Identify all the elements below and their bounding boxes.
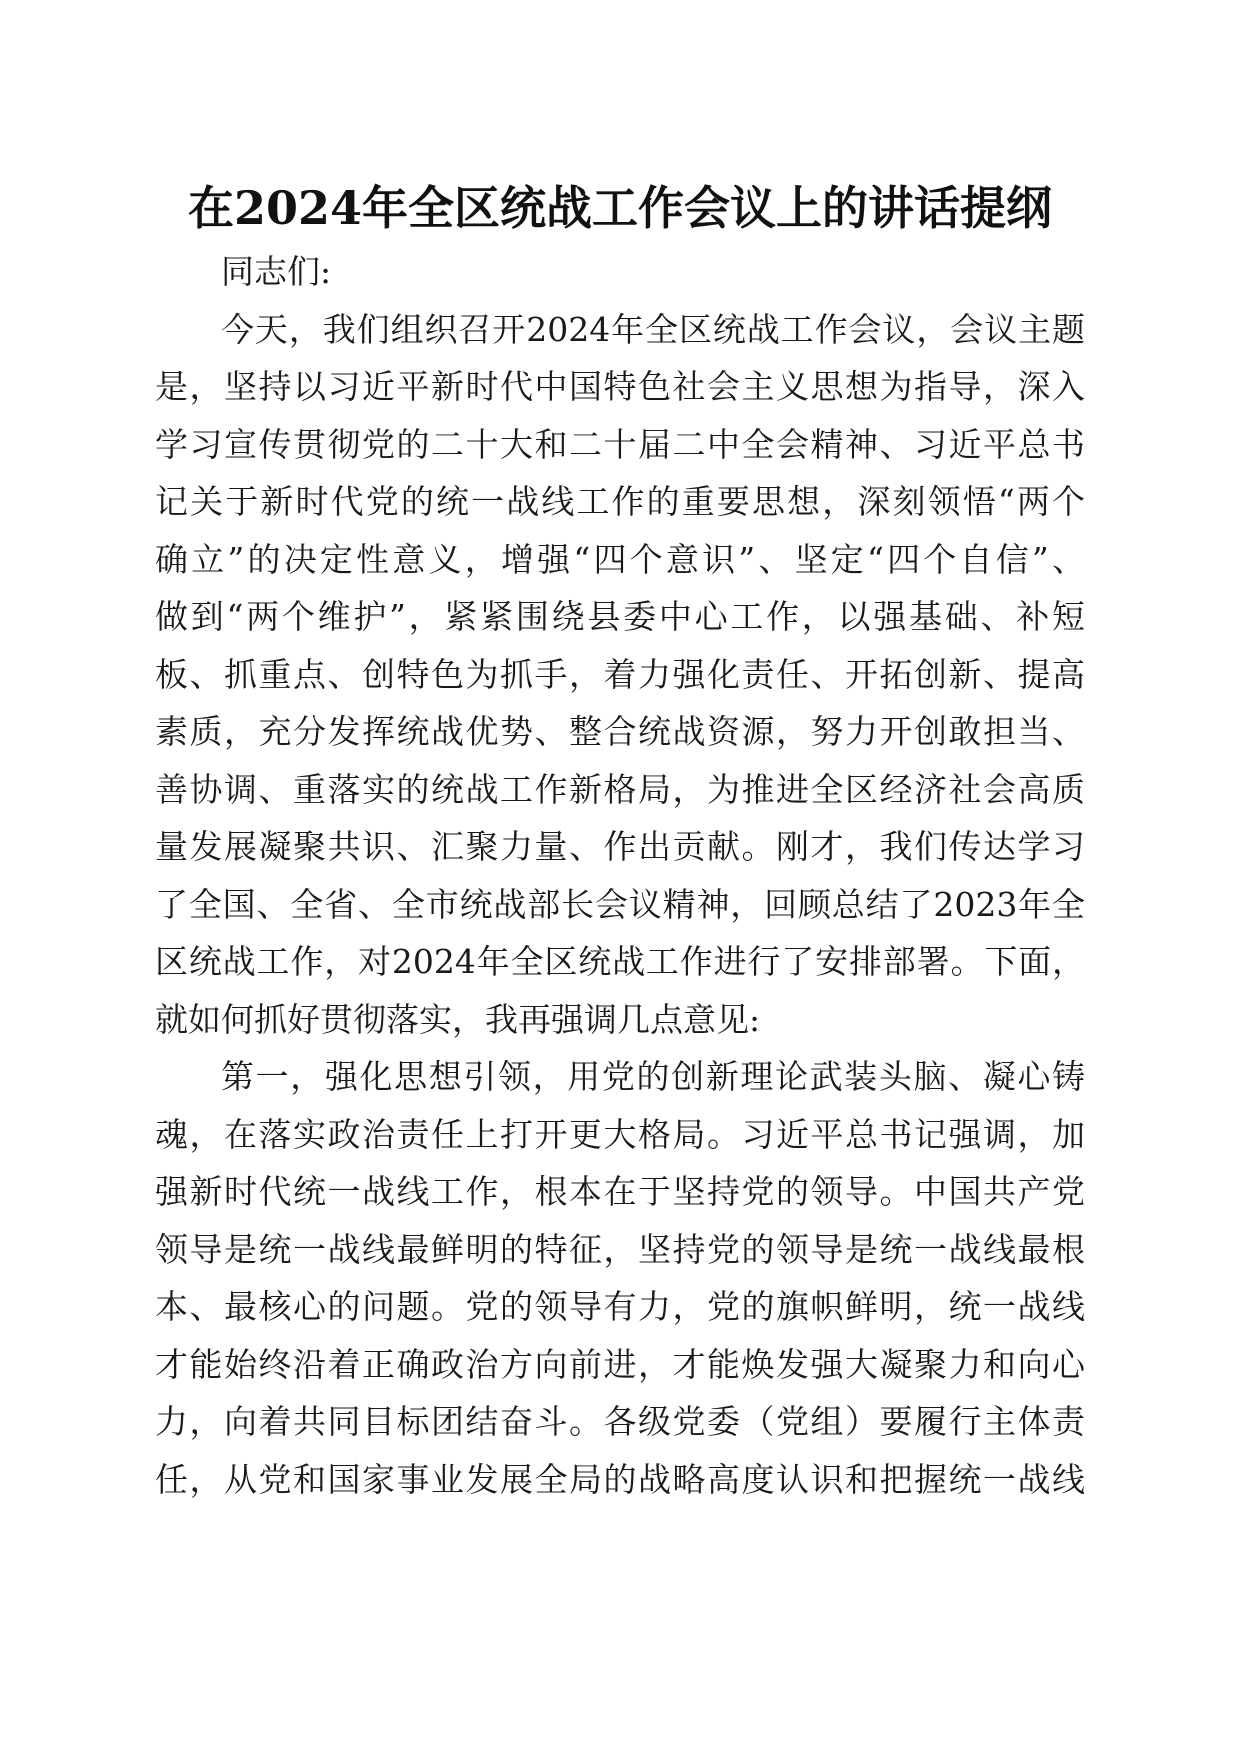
body-text-line: 才能始终沿着正确政治方向前进，才能焕发强大凝聚力和向心 [155, 1344, 1085, 1384]
body-text-line: 本、最核心的问题。党的领导有力，党的旗帜鲜明，统一战线 [155, 1287, 1085, 1326]
body-text-line: 量发展凝聚共识、汇聚力量、作出贡献。刚才，我们传达学习 [155, 827, 1085, 866]
body-text-line: 素质，充分发挥统战优势、整合统战资源，努力开创敢担当、 [155, 712, 1085, 751]
body-text-line: 记关于新时代党的统一战线工作的重要思想，深刻领悟“两个 [155, 482, 1085, 521]
body-text-line: 就如何抓好贯彻落实，我再强调几点意见: [155, 999, 761, 1039]
body-text-line: 魂，在落实政治责任上打开更大格局。习近平总书记强调，加 [155, 1114, 1085, 1154]
body-text-line: 善协调、重落实的统战工作新格局，为推进全区经济社会高质 [155, 769, 1085, 809]
document-body [155, 243, 1085, 1508]
body-text-line: 同志们: [221, 252, 332, 291]
body-text-line: 领导是统一战线最鲜明的特征，坚持党的领导是统一战线最根 [155, 1229, 1085, 1269]
body-text-line: 是，坚持以习近平新时代中国特色社会主义思想为指导，深入 [155, 367, 1085, 406]
body-text-line: 今天，我们组织召开2024年全区统战工作会议，会议主题 [221, 309, 1085, 349]
body-text-line: 确立”的决定性意义，增强“四个意识”、坚定“四个自信”、 [155, 539, 1085, 579]
body-text-line: 学习宣传贯彻党的二十大和二十届二中全会精神、习近平总书 [155, 424, 1085, 464]
body-text-line: 做到“两个维护”，紧紧围绕县委中心工作，以强基础、补短 [155, 597, 1085, 636]
body-text-line: 强新时代统一战线工作，根本在于坚持党的领导。中国共产党 [155, 1172, 1085, 1211]
body-text-line: 任，从党和国家事业发展全局的战略高度认识和把握统一战线 [155, 1459, 1085, 1499]
body-text-line: 板、抓重点、创特色为抓手，着力强化责任、开拓创新、提高 [155, 654, 1085, 694]
body-text-line: 力，向着共同目标团结奋斗。各级党委（党组）要履行主体责 [155, 1402, 1085, 1441]
document-title: 在2024年全区统战工作会议上的讲话提纲 [187, 181, 1053, 235]
body-text-line: 了全国、全省、全市统战部长会议精神，回顾总结了2023年全 [155, 884, 1085, 924]
body-text-line: 区统战工作，对2024年全区统战工作进行了安排部署。下面， [155, 942, 1085, 981]
body-text-line: 第一，强化思想引领，用党的创新理论武装头脑、凝心铸 [221, 1057, 1085, 1096]
